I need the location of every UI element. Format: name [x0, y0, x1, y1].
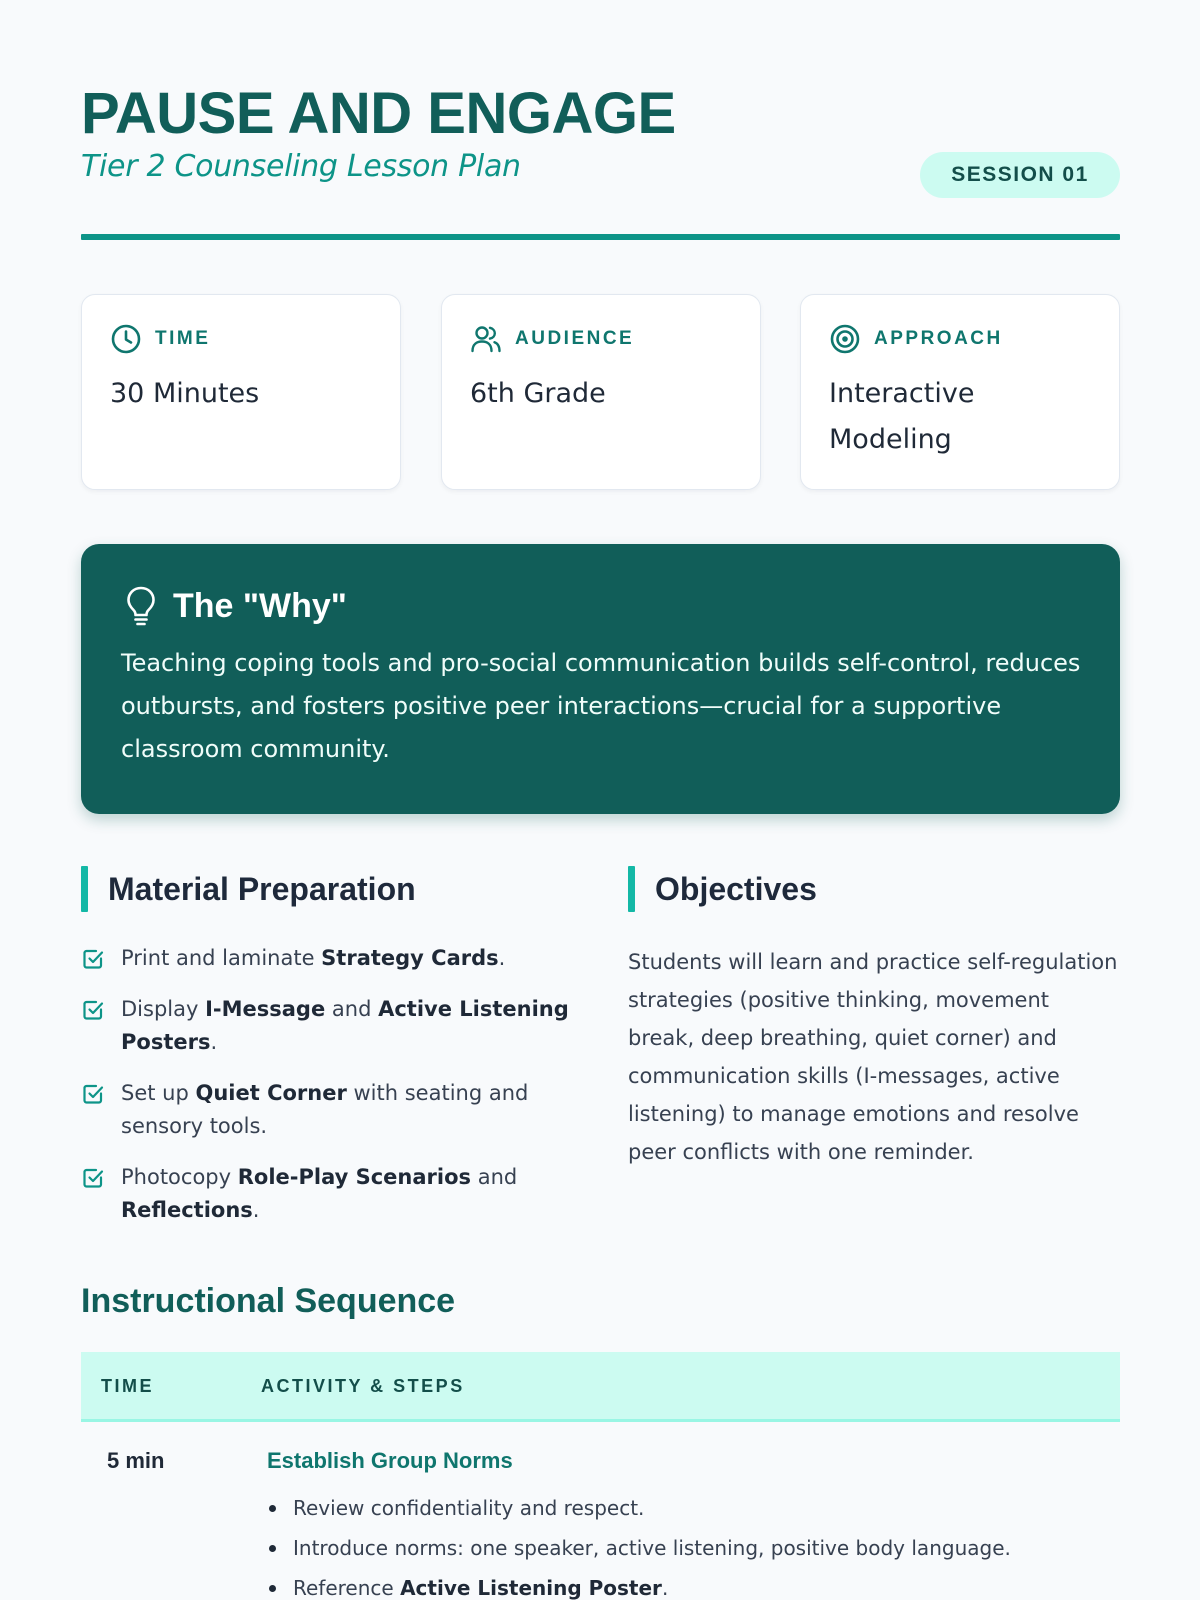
info-card-label: TIME — [155, 328, 211, 349]
checkbox-checked-icon — [81, 1082, 105, 1106]
checkbox-checked-icon — [81, 998, 105, 1022]
why-callout — [81, 544, 1120, 814]
header-divider — [81, 234, 1120, 240]
item-text: Photocopy — [121, 1165, 238, 1189]
info-card-label: AUDIENCE — [515, 328, 635, 349]
item-text: with seating and sensory tools. — [121, 1081, 529, 1138]
row-activity-title: Establish Group Norms — [267, 1448, 513, 1473]
materials-heading — [81, 866, 416, 912]
info-card-label: APPROACH — [874, 328, 1003, 349]
info-card-audience — [441, 294, 761, 490]
step-item — [267, 1528, 1107, 1568]
sequence-table-header — [81, 1352, 1120, 1422]
clock-icon — [110, 323, 142, 355]
item-text: . — [661, 1576, 669, 1600]
emphasis-text: I-Message — [205, 997, 326, 1021]
info-card-value: 30 Minutes — [110, 378, 260, 409]
objectives-heading-text: Objectives — [655, 870, 817, 907]
item-text: and — [325, 997, 379, 1021]
emphasis-text: Reflections — [121, 1198, 253, 1222]
info-card-value: Interactive Modeling — [829, 378, 975, 455]
list-item — [81, 1077, 581, 1143]
table-row — [81, 1422, 1120, 1600]
item-text: Introduce norms: one speaker, active listening, positive body language. — [293, 1536, 1011, 1560]
column-header-time: TIME — [101, 1376, 154, 1396]
item-text: Reference — [293, 1576, 401, 1600]
list-item — [81, 942, 581, 975]
item-text: Review confidentiality and respect. — [293, 1496, 645, 1520]
target-icon — [829, 323, 861, 355]
info-card-time — [81, 294, 401, 490]
step-item — [267, 1488, 1107, 1528]
sequence-title: Instructional Sequence — [81, 1282, 456, 1320]
why-body: Teaching coping tools and pro-social communication builds self-control, reduces outbursts, and fosters positive peer interactions—crucial for a supportive classroom community. — [121, 649, 1081, 763]
checkbox-checked-icon — [81, 1166, 105, 1190]
why-title: The "Why" — [173, 586, 347, 625]
materials-list — [81, 942, 581, 1245]
item-text: . — [498, 946, 506, 970]
emphasis-text: Quiet Corner — [195, 1081, 347, 1105]
lesson-plan-page — [81, 0, 1120, 1600]
row-steps-list — [267, 1488, 1107, 1600]
heading-accent-bar — [628, 866, 635, 912]
item-text: Display — [121, 997, 206, 1021]
page-header — [81, 0, 1120, 242]
item-text: Print and laminate — [121, 946, 322, 970]
objectives-text: Students will learn and practice self-regulation strategies (positive thinking, movement break, deep breathing, quiet corner) and communication skills (I-messages, active listening) to manage emotions and resolve peer conflicts with one reminder. — [628, 950, 1118, 1164]
sequence-table — [81, 1352, 1120, 1600]
row-time: 5 min — [107, 1448, 165, 1473]
item-text: . — [210, 1030, 218, 1054]
emphasis-text: Role-Play Scenarios — [237, 1165, 472, 1189]
item-text: Set up — [121, 1081, 196, 1105]
column-header-activity: ACTIVITY & STEPS — [261, 1376, 465, 1396]
objectives-heading — [628, 866, 817, 912]
lightbulb-icon — [123, 584, 159, 628]
emphasis-text: Active Listening Posters — [121, 997, 569, 1054]
session-badge: SESSION 01 — [920, 152, 1120, 198]
checkbox-checked-icon — [81, 947, 105, 971]
emphasis-text: Strategy Cards — [321, 946, 499, 970]
list-item — [81, 993, 581, 1059]
item-text: . — [252, 1198, 260, 1222]
item-text: and — [471, 1165, 518, 1189]
heading-accent-bar — [81, 866, 88, 912]
step-item — [267, 1568, 1107, 1600]
info-card-value: 6th Grade — [470, 378, 606, 409]
materials-heading-text: Material Preparation — [108, 870, 416, 907]
info-card-approach — [800, 294, 1120, 490]
emphasis-text: Active Listening Poster — [400, 1576, 662, 1600]
page-title: PAUSE AND ENGAGE — [81, 81, 676, 146]
info-cards — [81, 294, 1120, 490]
users-icon — [470, 323, 502, 355]
page-subtitle: Tier 2 Counseling Lesson Plan — [81, 149, 521, 184]
list-item — [81, 1161, 581, 1227]
